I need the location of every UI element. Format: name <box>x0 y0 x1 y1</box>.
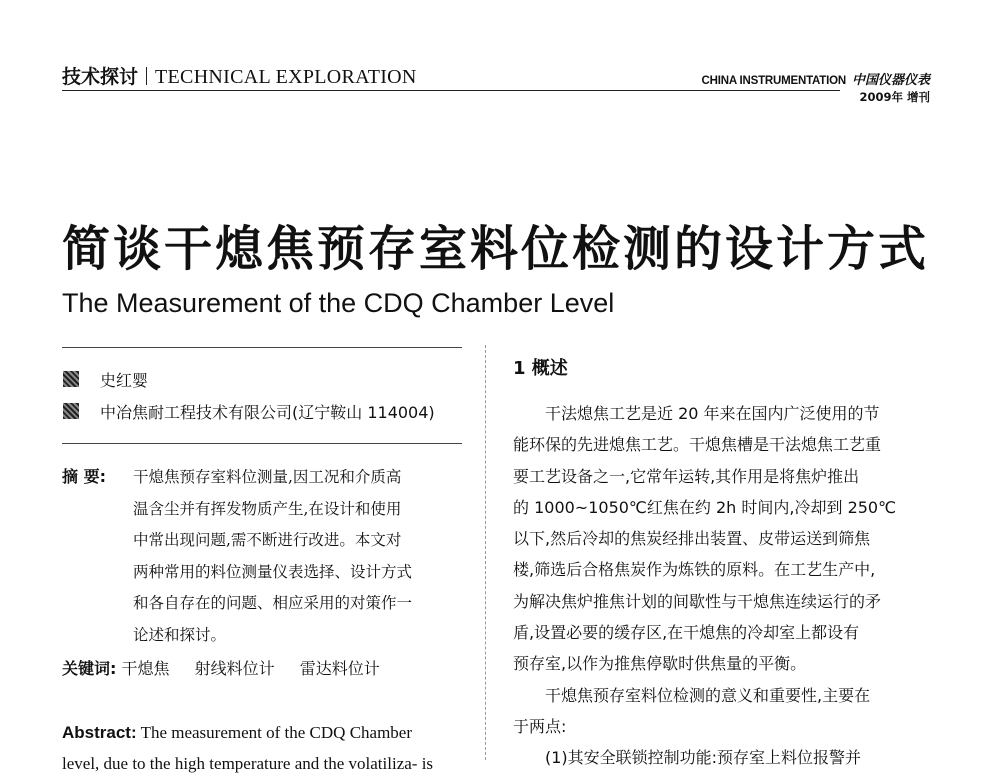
author-affiliation: 中冶焦耐工程技术有限公司(辽宁鞍山 114004) <box>100 403 435 422</box>
body-line: 于两点: <box>513 716 567 736</box>
keyword-item: 雷达料位计 <box>299 659 380 678</box>
keyword-item: 射线料位计 <box>194 659 275 678</box>
keywords-label: 关键词: <box>62 659 117 678</box>
issue-label: 2009年 增刊 <box>859 90 930 104</box>
body-line: 为解决焦炉推焦计划的间歇性与干熄焦连续运行的矛 <box>513 591 882 611</box>
abstract-cn-line: 和各自存在的问题、相应采用的对策作一 <box>133 594 413 612</box>
column-divider <box>485 345 486 760</box>
body-line: 能环保的先进熄焦工艺。干熄焦槽是干法熄焦工艺重 <box>513 435 882 455</box>
affiliation-mark-icon <box>63 403 79 419</box>
section-heading: 1 概述 <box>513 358 568 379</box>
header-divider <box>146 67 147 85</box>
body-line: 干熄焦预存室料位检测的意义和重要性,主要在 <box>545 685 871 705</box>
section-body <box>513 398 938 774</box>
body-line: 的 1000~1050℃红焦在约 2h 时间内,冷却到 250℃ <box>513 497 897 517</box>
abstract-cn-label: 摘 要: <box>62 467 106 486</box>
running-header-section <box>62 62 417 89</box>
body-line: 预存室,以作为推焦停歇时供焦量的平衡。 <box>513 654 807 674</box>
keywords <box>62 656 400 679</box>
header-rule <box>62 90 840 91</box>
body-line: 要工艺设备之一,它常年运转,其作用是将焦炉推出 <box>513 466 860 486</box>
abstract-cn-line: 中常出现问题,需不断进行改进。本文对 <box>133 531 402 549</box>
abstract-en <box>62 717 462 779</box>
abstract-en-text: The measurement of the CDQ Chamber <box>136 723 413 742</box>
body-line: 以下,然后冷却的焦炭经排出装置、皮带运送到筛焦 <box>513 529 871 549</box>
abstract-cn-line: 两种常用的料位测量仪表选择、设计方式 <box>133 562 413 581</box>
abstract-cn-line: 论述和探讨。 <box>133 625 227 644</box>
section-label-cn: 技术探讨 <box>62 66 139 88</box>
abstract-cn-body <box>133 462 463 651</box>
section-label-en: TECHNICAL EXPLORATION <box>155 66 417 88</box>
running-header-journal <box>702 69 930 88</box>
author-block-bottom-rule <box>62 443 462 444</box>
article-title-en: The Measurement of the CDQ Chamber Level <box>62 288 615 318</box>
author-mark-icon <box>63 371 79 387</box>
abstract-cn-line: 干熄焦预存室料位测量,因工况和介质高 <box>133 468 402 486</box>
abstract-en-line <box>62 717 462 748</box>
abstract-en-label: Abstract: <box>62 723 137 742</box>
body-line: 楼,筛选后合格焦炭作为炼铁的原料。在工艺生产中, <box>513 560 876 580</box>
author-block-top-rule <box>62 347 462 348</box>
journal-name-en: CHINA INSTRUMENTATION <box>701 75 846 87</box>
journal-logo-cn: 中国仪器仪表 <box>851 73 930 88</box>
body-line: (1)其安全联锁控制功能:预存室上料位报警并 <box>545 748 862 768</box>
body-line: 干法熄焦工艺是近 20 年来在国内广泛使用的节 <box>545 404 880 423</box>
keyword-item: 干熄焦 <box>121 659 170 678</box>
abstract-en-line: level, due to the high temperature and the volatiliza- is <box>62 754 434 773</box>
article-title-cn: 简谈干熄焦预存室料位检测的设计方式 <box>62 221 930 277</box>
author-name: 史红婴 <box>100 371 149 390</box>
body-line: 盾,设置必要的缓存区,在干熄焦的冷却室上都设有 <box>513 623 860 643</box>
abstract-cn-line: 温含尘并有挥发物质产生,在设计和使用 <box>133 499 402 518</box>
